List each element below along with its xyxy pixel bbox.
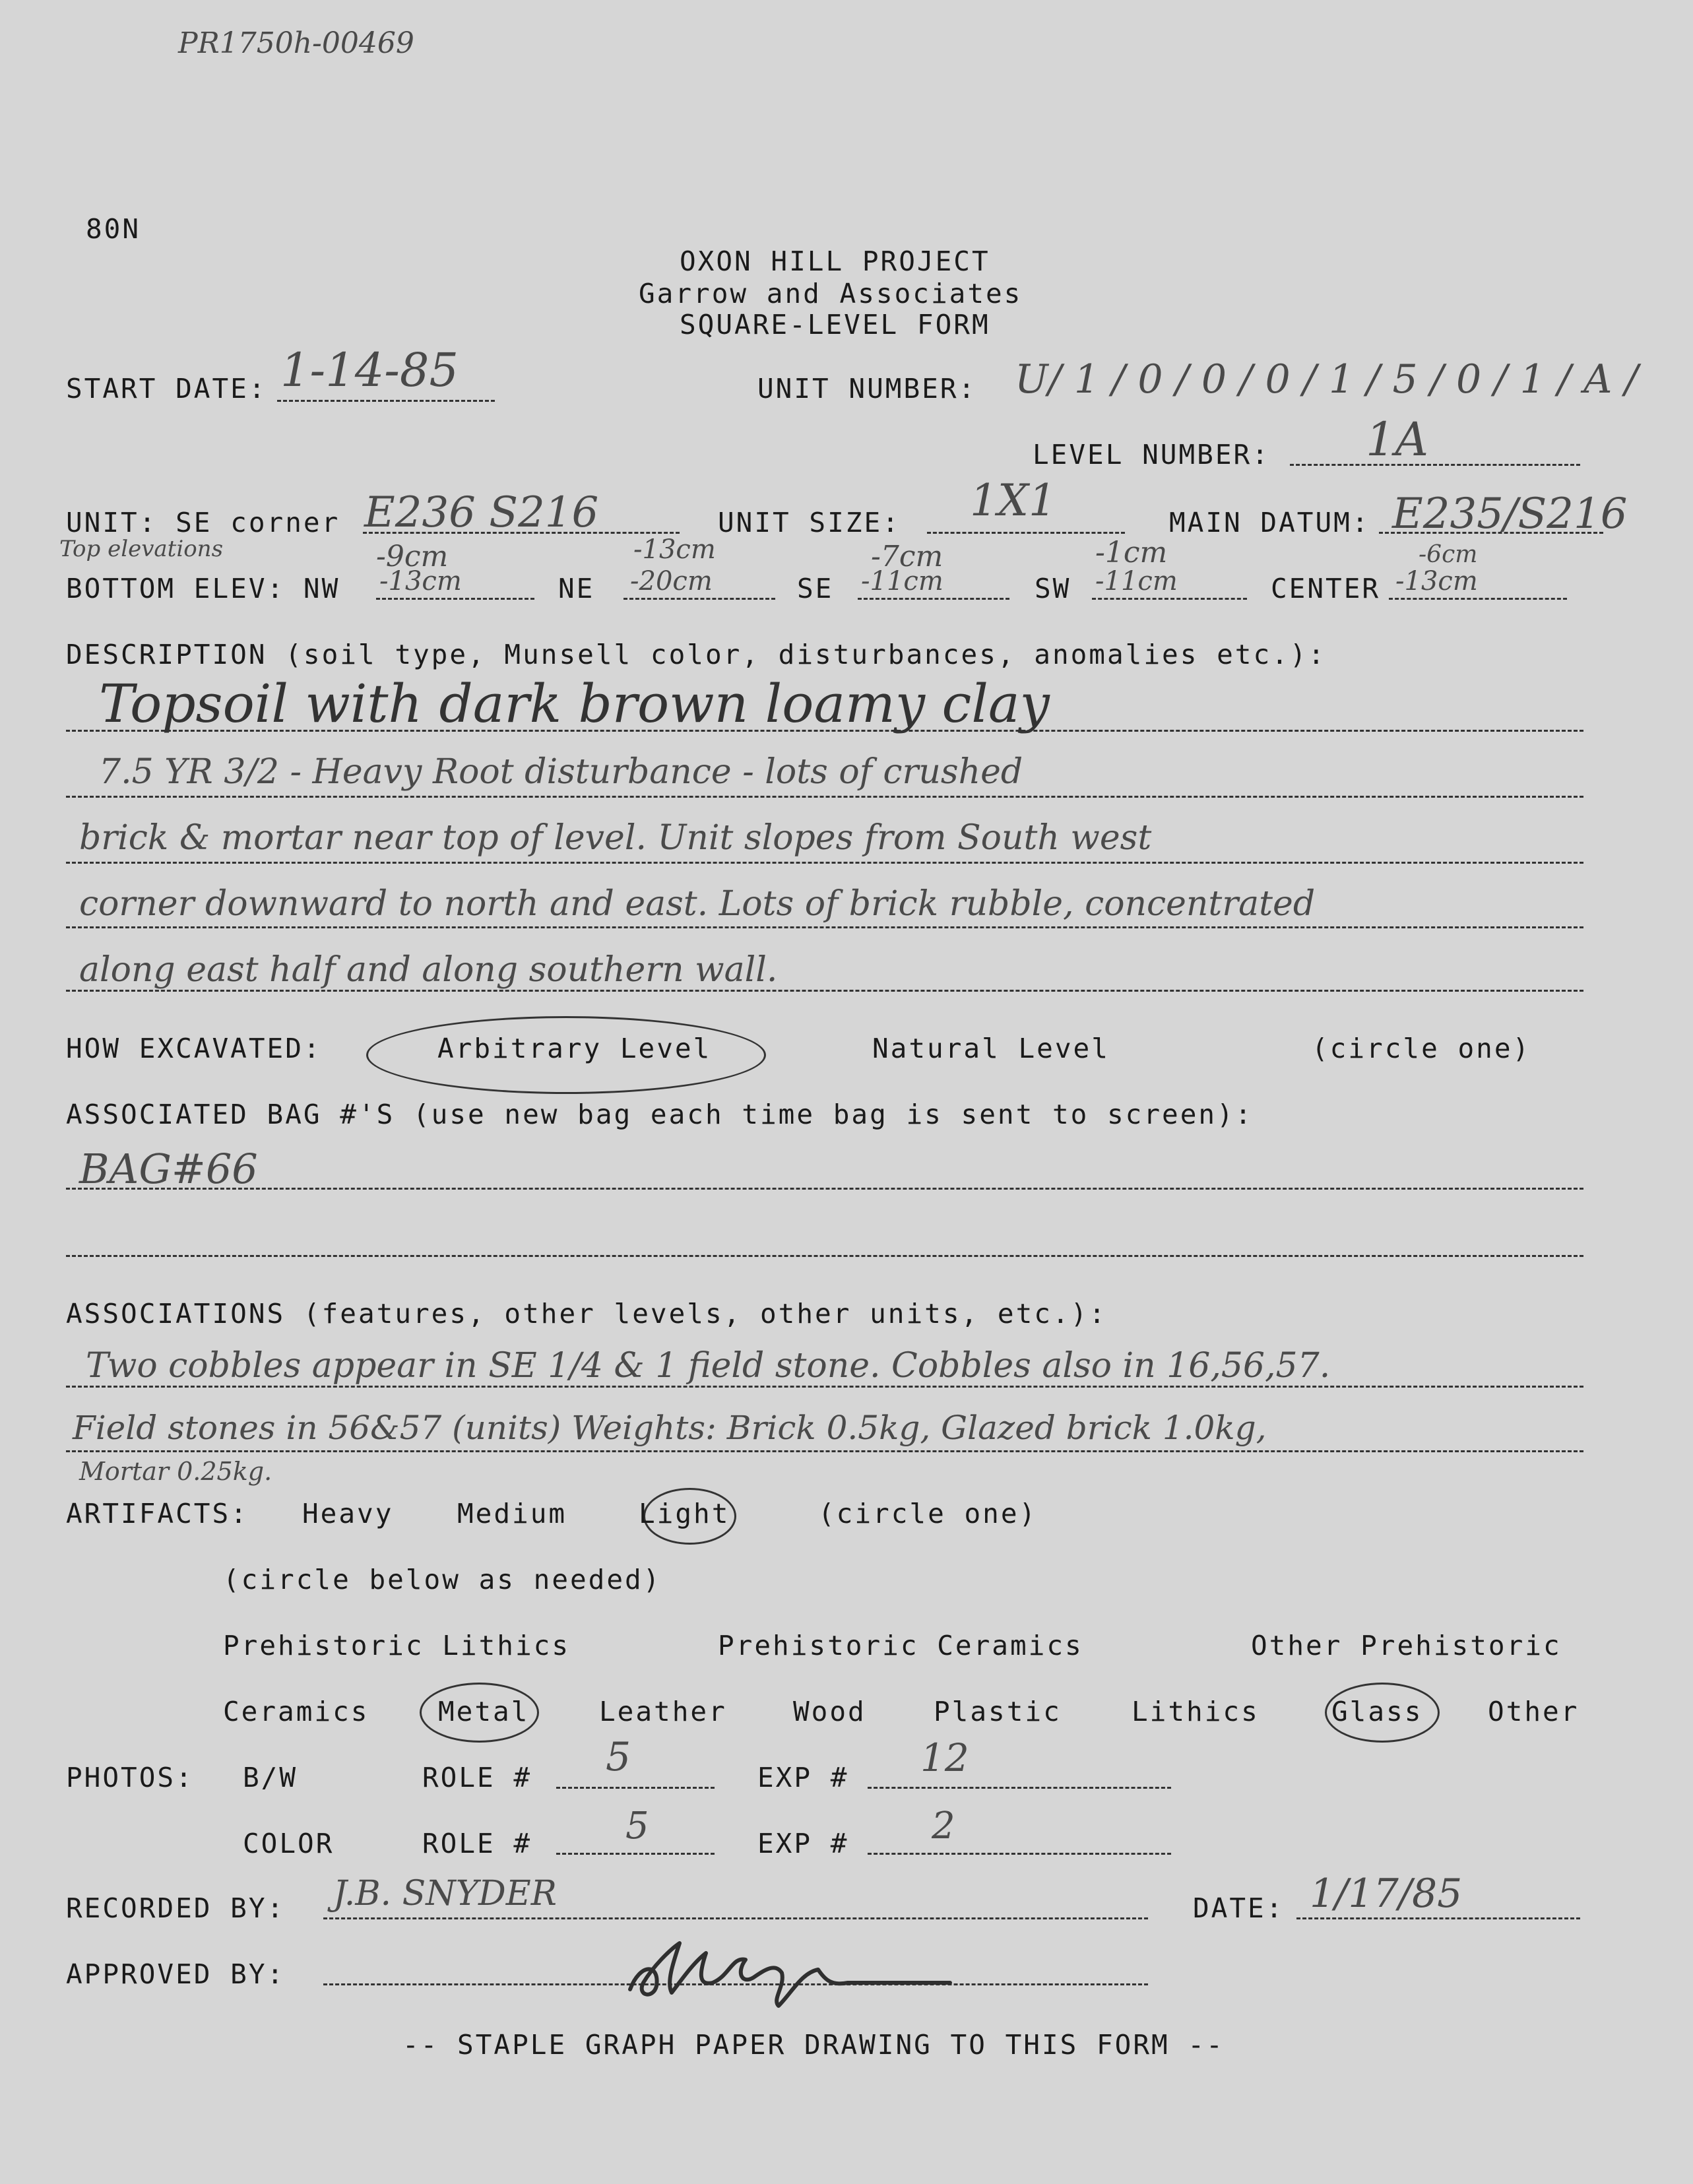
bottom-elev-ne-line — [623, 598, 775, 600]
artifact-wood[interactable]: Wood — [793, 1696, 866, 1727]
recorded-by-label: RECORDED BY: — [66, 1892, 286, 1924]
photos-color-exp-line — [868, 1853, 1171, 1855]
associations-label: ASSOCIATIONS (features, other levels, other units, etc.): — [66, 1298, 1107, 1330]
description-text-4[interactable]: corner downward to north and east. Lots of brick rubble, concentrated — [79, 884, 1316, 924]
level-number-line — [1290, 464, 1580, 466]
photos-bw-exp-line — [868, 1787, 1171, 1789]
artifact-prehistoric-ceramics[interactable]: Prehistoric Ceramics — [718, 1630, 1083, 1661]
photos-bw-role-label: ROLE # — [422, 1762, 532, 1793]
bottom-elev-ne-label: NE — [558, 573, 595, 604]
company-name: Garrow and Associates — [639, 278, 1023, 309]
photos-label: PHOTOS: — [66, 1762, 194, 1793]
unit-number-value[interactable]: U/ 1 / 0 / 0 / 0 / 1 / 5 / 0 / 1 / A / — [1015, 356, 1638, 402]
artifact-prehistoric-lithics[interactable]: Prehistoric Lithics — [223, 1630, 570, 1661]
artifact-glass[interactable]: Glass — [1331, 1696, 1423, 1727]
description-text-2[interactable]: 7.5 YR 3/2 - Heavy Root disturbance - lots of crushed — [99, 752, 1023, 792]
corner-label: 80N — [86, 213, 141, 245]
photos-bw-exp-label: EXP # — [757, 1762, 849, 1793]
description-line-5 — [66, 990, 1583, 992]
photos-bw-role-value[interactable]: 5 — [606, 1734, 631, 1780]
bags-label: ASSOCIATED BAG #'S (use new bag each time bag is sent to screen): — [66, 1099, 1254, 1130]
artifact-plastic[interactable]: Plastic — [934, 1696, 1062, 1727]
bottom-elev-se-label: SE — [797, 573, 834, 604]
date-line — [1296, 1917, 1580, 1919]
photos-color-exp-value[interactable]: 2 — [932, 1805, 955, 1847]
bags-line-1 — [66, 1188, 1583, 1190]
artifact-other-prehistoric[interactable]: Other Prehistoric — [1251, 1630, 1562, 1661]
description-line-2 — [66, 796, 1583, 798]
recorded-by-line — [323, 1917, 1148, 1919]
associations-line-2 — [66, 1450, 1583, 1452]
bottom-elev-se-line — [858, 598, 1009, 600]
top-elevation-se: -7cm — [871, 540, 943, 573]
photos-color-role-line — [556, 1853, 715, 1855]
project-title: OXON HILL PROJECT — [680, 245, 990, 277]
level-number-value[interactable]: 1A — [1366, 412, 1429, 466]
description-text-1[interactable]: Topsoil with dark brown loamy clay — [99, 673, 1050, 734]
top-elevation-ne: -13cm — [633, 534, 716, 565]
natural-level-option[interactable]: Natural Level — [872, 1033, 1110, 1064]
footer-instruction: -- STAPLE GRAPH PAPER DRAWING TO THIS FORM -- — [402, 2029, 1225, 2061]
main-datum-value[interactable]: E235/S216 — [1392, 490, 1628, 538]
bottom-elev-center-value[interactable]: -13cm — [1395, 566, 1478, 596]
form-title: SQUARE-LEVEL FORM — [680, 309, 990, 340]
photos-color-exp-label: EXP # — [757, 1828, 849, 1859]
unit-se-corner-value[interactable]: E236 S216 — [364, 488, 599, 537]
artifacts-label: ARTIFACTS: — [66, 1498, 249, 1529]
bags-value[interactable]: BAG#66 — [79, 1145, 258, 1193]
bottom-elev-ne-value[interactable]: -20cm — [630, 566, 713, 596]
bottom-elev-sw-line — [1092, 598, 1247, 600]
description-label: DESCRIPTION (soil type, Munsell color, disturbances, anomalies etc.): — [66, 639, 1327, 670]
level-number-label: LEVEL NUMBER: — [1033, 439, 1270, 470]
date-label: DATE: — [1193, 1892, 1285, 1924]
start-date-label: START DATE: — [66, 373, 267, 404]
photos-color-role-value[interactable]: 5 — [625, 1805, 649, 1847]
bottom-elev-sw-value[interactable]: -11cm — [1095, 566, 1178, 596]
start-date-line — [277, 400, 495, 402]
start-date-value[interactable]: 1-14-85 — [280, 343, 459, 397]
unit-size-label: UNIT SIZE: — [718, 507, 901, 538]
how-excavated-label: HOW EXCAVATED: — [66, 1033, 322, 1064]
associations-text-2[interactable]: Field stones in 56&57 (units) Weights: Brick 0.5kg, Glazed brick 1.0kg, — [73, 1409, 1267, 1447]
main-datum-label: MAIN DATUM: — [1169, 507, 1370, 538]
artifacts-sub-hint: (circle below as needed) — [223, 1564, 662, 1595]
photos-color-role-label: ROLE # — [422, 1828, 532, 1859]
artifact-leather[interactable]: Leather — [599, 1696, 727, 1727]
associations-text-3[interactable]: Mortar 0.25kg. — [79, 1457, 272, 1486]
artifact-ceramics[interactable]: Ceramics — [223, 1696, 369, 1727]
description-line-3 — [66, 862, 1583, 864]
arbitrary-level-option[interactable]: Arbitrary Level — [437, 1033, 712, 1064]
approved-by-signature — [620, 1937, 957, 2009]
artifact-lithics[interactable]: Lithics — [1132, 1696, 1260, 1727]
unit-se-corner-label: UNIT: SE corner — [66, 507, 340, 538]
artifacts-medium[interactable]: Medium — [457, 1498, 567, 1529]
bags-line-2 — [66, 1255, 1583, 1257]
artifact-other[interactable]: Other — [1488, 1696, 1580, 1727]
description-text-3[interactable]: brick & mortar near top of level. Unit slopes from South west — [79, 818, 1152, 858]
unit-size-line — [927, 532, 1125, 534]
associations-line-1 — [66, 1386, 1583, 1388]
bottom-elev-label: BOTTOM ELEV: NW — [66, 573, 340, 604]
photos-bw-role-line — [556, 1787, 715, 1789]
date-value[interactable]: 1/17/85 — [1310, 1871, 1463, 1917]
bottom-elev-se-value[interactable]: -11cm — [861, 566, 943, 596]
description-text-5[interactable]: along east half and along southern wall. — [79, 950, 778, 990]
bottom-elev-center-label: CENTER — [1271, 573, 1381, 604]
photos-bw-exp-value[interactable]: 12 — [920, 1735, 969, 1780]
artifacts-hint: (circle one) — [818, 1498, 1038, 1529]
document-id: PR1750h-00469 — [178, 26, 414, 60]
top-elevation-center: -6cm — [1419, 541, 1478, 568]
recorded-by-value[interactable]: J.B. SNYDER — [333, 1874, 557, 1913]
description-line-4 — [66, 926, 1583, 928]
how-excavated-hint: (circle one) — [1312, 1033, 1531, 1064]
top-elevation-sw: -1cm — [1095, 536, 1168, 569]
unit-number-label: UNIT NUMBER: — [757, 373, 977, 404]
photos-color-label: COLOR — [243, 1828, 335, 1859]
top-elevations-label: Top elevations — [59, 536, 224, 562]
unit-size-value[interactable]: 1X1 — [970, 475, 1056, 526]
artifacts-light[interactable]: Light — [639, 1498, 730, 1529]
approved-by-label: APPROVED BY: — [66, 1958, 286, 1990]
bottom-elev-nw-line — [376, 598, 534, 600]
associations-text-1[interactable]: Two cobbles appear in SE 1/4 & 1 field stone. Cobbles also in 16,56,57. — [86, 1346, 1331, 1386]
photos-bw-label: B/W — [243, 1762, 298, 1793]
bottom-elev-nw-value[interactable]: -13cm — [379, 566, 462, 596]
top-elevation-nw: -9cm — [376, 540, 449, 573]
bottom-elev-sw-label: SW — [1035, 573, 1071, 604]
artifacts-heavy[interactable]: Heavy — [302, 1498, 394, 1529]
bottom-elev-center-line — [1389, 598, 1567, 600]
artifact-metal[interactable]: Metal — [438, 1696, 530, 1727]
